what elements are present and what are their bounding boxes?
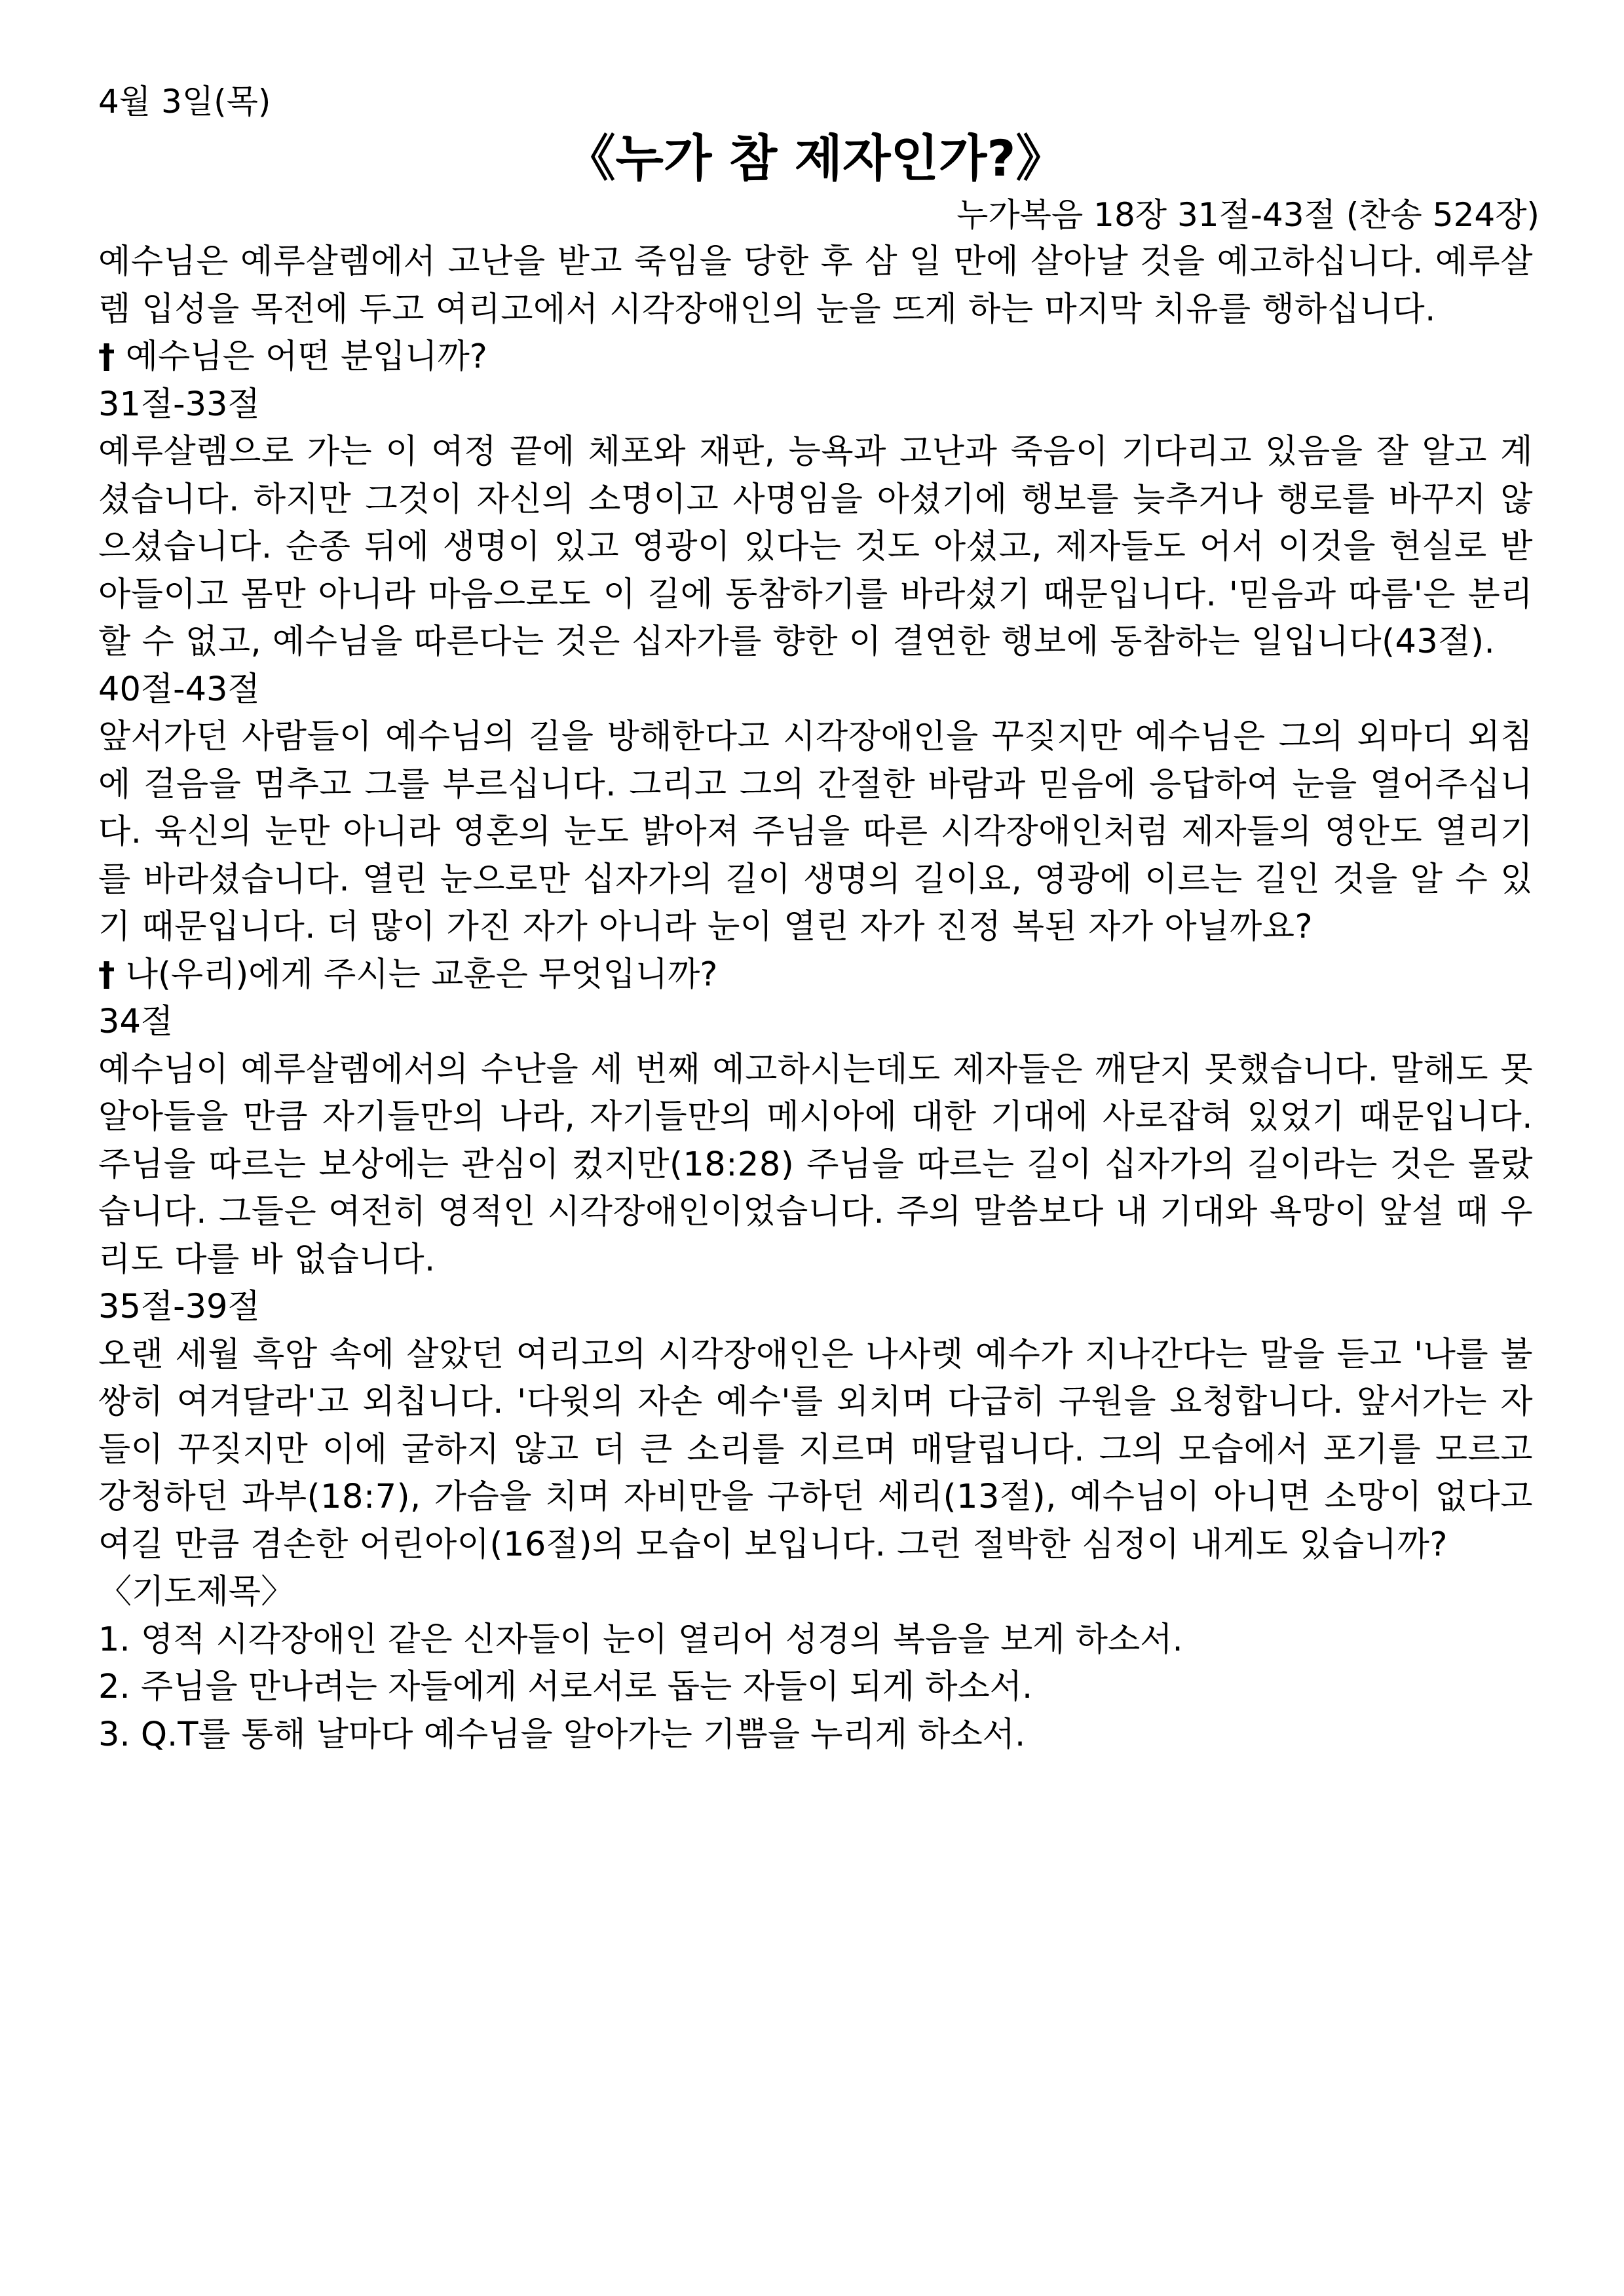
section-heading-2 [98,951,1533,999]
scripture-reference: 누가복음 18장 31절-43절 (찬송 524장) [956,196,1539,234]
prayer-item: 1. 영적 시각장애인 같은 신자들이 눈이 열리어 성경의 복음을 보게 하소서. [98,1620,1183,1659]
verse-label: 35절-39절 [98,1288,260,1326]
body-paragraph: 예루살렘으로 가는 이 여정 끝에 체포와 재판, 능욕과 고난과 죽음이 기다리고 있음을 잘 알고 계셨습니다. 하지만 그것이 자신의 소명이고 사명임을 아셨기에 행보를 늦추거나 행로를 바꾸지 않으셨습니다. 순종 뒤에 생명이 있고 영광이 있다는 것도 아셨고, 제자들도 어서 이것을 현실로 받아들이고 몸만 아니라 마음으로도 이 길에 동참하기를 바라셨기 때문입니다. '믿음과 따름'은 분리할 수 없고, 예수님을 따른다는 것은 십자가를 향한 이 결연한 행보에 동참하는 일입니다(43절). [98,432,1533,661]
page-title: 《누가 참 제자인가?》 [565,129,1066,187]
prayer-item: 3. Q.T를 통해 날마다 예수님을 알아가는 기쁨을 누리게 하소서. [98,1715,1026,1754]
cross-icon: † [98,337,115,376]
prayer-item: 2. 주님을 만나려는 자들에게 서로서로 돕는 자들이 되게 하소서. [98,1668,1033,1706]
body-paragraph: 오랜 세월 흑암 속에 살았던 여리고의 시각장애인은 나사렛 예수가 지나간다는 말을 듣고 '나를 불쌍히 여겨달라'고 외칩니다. '다윗의 자손 예수'를 외치며 다급히 구원을 요청합니다. 앞서가는 자들이 꾸짖지만 이에 굴하지 않고 더 큰 소리를 지르며 매달립니다. 그의 모습에서 포기를 모르고 강청하던 과부(18:7), 가슴을 치며 자비만을 구하던 세리(13절), 예수님이 아니면 소망이 없다고 여길 만큼 겸손한 어린아이(16절)의 모습이 보입니다. 그런 절박한 심정이 내게도 있습니까? [98,1335,1533,1564]
verse-label: 40절-43절 [98,670,260,709]
cross-icon: † [98,955,115,994]
section-heading-text: 예수님은 어떤 분입니까? [125,337,487,376]
verse-label: 34절 [98,1003,174,1041]
prayer-title: 〈기도제목〉 [98,1573,295,1611]
section-heading-1 [98,334,1533,381]
intro-paragraph: 예수님은 예루살렘에서 고난을 받고 죽임을 당한 후 삼 일 만에 살아날 것을 예고하십니다. 예루살렘 입성을 목전에 두고 여리고에서 시각장애인의 눈을 뜨게 하는 마지막 치유를 행하십니다. [98,242,1533,329]
document-page [98,79,1539,1759]
body-paragraph: 예수님이 예루살렘에서의 수난을 세 번째 예고하시는데도 제자들은 깨닫지 못했습니다. 말해도 못 알아들을 만큼 자기들만의 나라, 자기들만의 메시아에 대한 기대에 사로잡혀 있었기 때문입니다. 주님을 따르는 보상에는 관심이 컸지만(18:28) 주님을 따르는 길이 십자가의 길이라는 것은 몰랐습니다. 그들은 여전히 영적인 시각장애인이었습니다. 주의 말씀보다 내 기대와 욕망이 앞설 때 우리도 다를 바 없습니다. [98,1050,1533,1279]
date-line: 4월 3일(목) [98,83,271,121]
section-heading-text: 나(우리)에게 주시는 교훈은 무엇입니까? [125,955,718,994]
body-paragraph: 앞서가던 사람들이 예수님의 길을 방해한다고 시각장애인을 꾸짖지만 예수님은 그의 외마디 외침에 걸음을 멈추고 그를 부르십니다. 그리고 그의 간절한 바람과 믿음에 응답하여 눈을 열어주십니다. 육신의 눈만 아니라 영혼의 눈도 밝아져 주님을 따른 시각장애인처럼 제자들의 영안도 열리기를 바라셨습니다. 열린 눈으로만 십자가의 길이 생명의 길이요, 영광에 이르는 길인 것을 알 수 있기 때문입니다. 더 많이 가진 자가 아니라 눈이 열린 자가 진정 복된 자가 아닐까요? [98,718,1533,946]
verse-label: 31절-33절 [98,385,260,424]
